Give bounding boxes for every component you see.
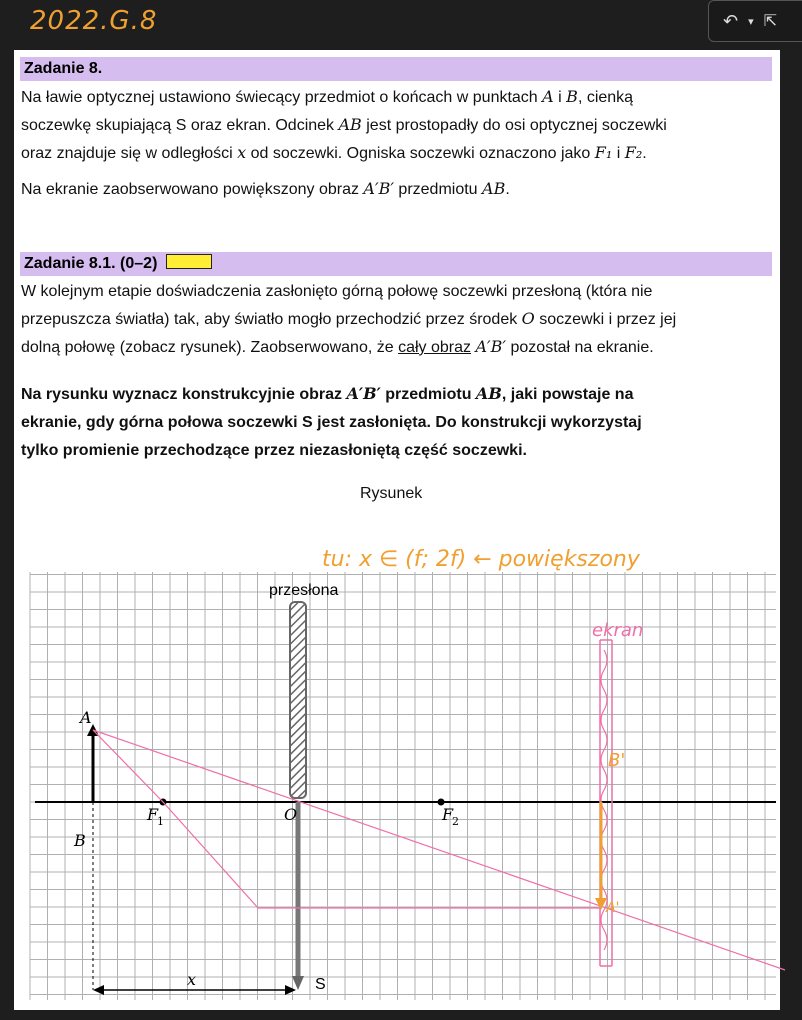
label-F1: F	[147, 805, 159, 824]
label-S: S	[315, 976, 326, 993]
handwritten-A-prime: A'	[606, 900, 620, 916]
instruction-line-2: ekranie, gdy górna połowa soczewki S jest zasłonięta. Do konstrukcji wykorzystaj	[21, 414, 642, 431]
label-przeslona: przesłona	[269, 582, 339, 599]
handwritten-screen-label: ekran	[592, 620, 644, 641]
przeslona-shutter	[290, 602, 306, 798]
task-8-line-4: Na ekranie zaobserwowano powiększony obraz A′B′ przedmiotu AB.	[21, 179, 510, 198]
label-F2: F	[442, 805, 454, 824]
distance-x-right-head	[285, 985, 296, 995]
chevron-down-icon[interactable]: ▾	[748, 15, 754, 28]
graph-grid	[30, 572, 776, 1000]
label-O: O	[284, 805, 298, 824]
instruction-line-3: tylko promienie przechodzące przez niezasłoniętą część soczewki.	[21, 442, 527, 459]
cursor-icon[interactable]: ⇱	[763, 13, 778, 30]
label-A: A	[80, 708, 92, 727]
instruction-line-1: Na rysunku wyznacz konstrukcyjnie obraz A′B′ przedmiotu AB, jaki powstaje na	[21, 384, 634, 403]
label-F1-subscript: 1	[157, 815, 164, 828]
task-8-1-line-1: W kolejnym etapie doświadczenia zasłonięto górną połowę soczewki przesłoną (która nie	[21, 283, 653, 300]
task-8-1-line-3: dolną połowę (zobacz rysunek). Zaobserwowano, że cały obraz A′B′ pozostał na ekranie.	[21, 337, 654, 356]
label-x: x	[187, 970, 197, 989]
handwritten-note: tu: x ∈ (f; 2f) ← powiększony	[322, 547, 640, 572]
lens-arrowhead	[292, 976, 304, 990]
task-8-header: Zadanie 8.	[20, 57, 772, 81]
handwritten-B-prime: B'	[608, 750, 626, 771]
label-F2-subscript: 2	[452, 815, 459, 828]
handwritten-date: 2022.G.8	[30, 6, 158, 36]
task-8-1-header: Zadanie 8.1. (0–2)	[20, 252, 772, 276]
figure-caption: Rysunek	[360, 485, 423, 502]
task-8-line-2: soczewkę skupiającą S oraz ekran. Odcinek AB jest prostopadły do osi optycznej soczewki	[21, 115, 667, 134]
ray-through-center	[93, 730, 785, 970]
undo-icon[interactable]: ↶	[723, 10, 739, 31]
label-B: B	[74, 831, 86, 850]
task-8-line-3: oraz znajduje się w odległości x od soczewki. Ogniska soczewki oznaczono jako F₁ i F₂.	[21, 143, 647, 162]
task-8-1-line-2: przepuszcza światła) tak, aby światło mogło przechodzić przez środek O soczewki i przez jej	[21, 309, 677, 328]
distance-x-left-head	[93, 985, 104, 995]
task-8-line-1: Na ławie optycznej ustawiono świecący przedmiot o końcach w punktach A i B, cienką	[21, 87, 634, 106]
